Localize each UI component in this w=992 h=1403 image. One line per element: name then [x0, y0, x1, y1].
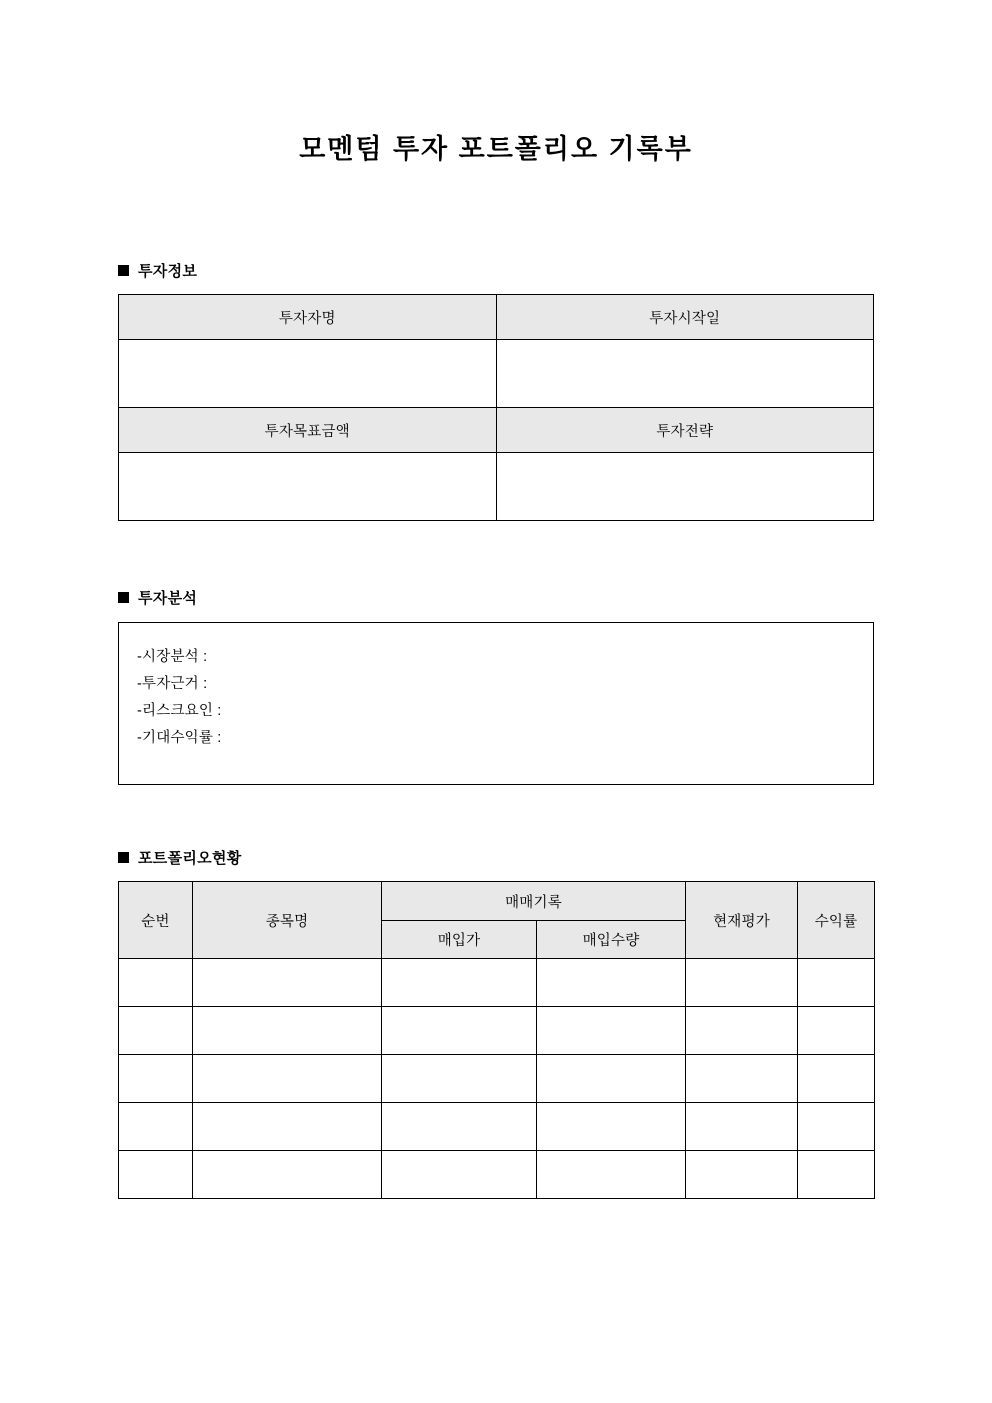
header-cell-trade-record-group: 매매기록: [382, 882, 686, 921]
cell-stock-name[interactable]: [193, 1151, 382, 1199]
table-row: [119, 959, 875, 1007]
cell-buy-price[interactable]: [382, 959, 537, 1007]
header-cell-return-rate: 수익률: [798, 882, 875, 959]
filled-square-icon: [118, 852, 129, 863]
cell-no[interactable]: [119, 1151, 193, 1199]
header-cell-target-amount: 투자목표금액: [119, 408, 497, 453]
investment-info-table: [118, 294, 874, 521]
cell-return-rate[interactable]: [798, 1151, 875, 1199]
table-row: [119, 1151, 875, 1199]
cell-no[interactable]: [119, 1103, 193, 1151]
cell-current-value[interactable]: [686, 1007, 798, 1055]
table-row: [119, 295, 874, 340]
cell-buy-price[interactable]: [382, 1007, 537, 1055]
cell-return-rate[interactable]: [798, 959, 875, 1007]
cell-buy-quantity[interactable]: [537, 959, 686, 1007]
input-cell-strategy[interactable]: [496, 453, 874, 521]
cell-no[interactable]: [119, 1055, 193, 1103]
cell-buy-quantity[interactable]: [537, 1103, 686, 1151]
cell-current-value[interactable]: [686, 1151, 798, 1199]
header-cell-buy-quantity: 매입수량: [537, 921, 686, 959]
cell-stock-name[interactable]: [193, 1007, 382, 1055]
cell-current-value[interactable]: [686, 1055, 798, 1103]
cell-buy-price[interactable]: [382, 1151, 537, 1199]
cell-current-value[interactable]: [686, 1103, 798, 1151]
portfolio-status-table: [118, 881, 875, 1199]
section-heading-label: 투자정보: [138, 263, 198, 281]
cell-buy-price[interactable]: [382, 1103, 537, 1151]
table-row: [119, 453, 874, 521]
section-heading-portfolio-status: [118, 847, 874, 868]
header-cell-start-date: 투자시작일: [496, 295, 874, 340]
cell-buy-quantity[interactable]: [537, 1151, 686, 1199]
analysis-line-rationale: -투자근거 :: [137, 676, 208, 693]
filled-square-icon: [118, 592, 129, 603]
page-title: 모멘텀 투자 포트폴리오 기록부: [299, 134, 693, 164]
table-header-row: [119, 882, 875, 921]
cell-return-rate[interactable]: [798, 1055, 875, 1103]
analysis-line-risk: -리스크요인 :: [137, 703, 222, 720]
header-cell-strategy: 투자전략: [496, 408, 874, 453]
table-row: [119, 340, 874, 408]
cell-stock-name[interactable]: [193, 959, 382, 1007]
cell-return-rate[interactable]: [798, 1103, 875, 1151]
section-heading-investment-info: [118, 260, 874, 281]
cell-current-value[interactable]: [686, 959, 798, 1007]
input-cell-investor-name[interactable]: [119, 340, 497, 408]
header-cell-buy-price: 매입가: [382, 921, 537, 959]
cell-buy-price[interactable]: [382, 1055, 537, 1103]
cell-stock-name[interactable]: [193, 1103, 382, 1151]
header-cell-current-value: 현재평가: [686, 882, 798, 959]
header-cell-no: 순번: [119, 882, 193, 959]
header-cell-stock-name: 종목명: [193, 882, 382, 959]
input-cell-target-amount[interactable]: [119, 453, 497, 521]
section-heading-label: 투자분석: [138, 590, 198, 608]
table-row: [119, 1103, 875, 1151]
header-cell-investor-name: 투자자명: [119, 295, 497, 340]
section-heading-investment-analysis: [118, 587, 874, 608]
cell-no[interactable]: [119, 959, 193, 1007]
table-row: [119, 1007, 875, 1055]
analysis-line-market: -시장분석 :: [137, 649, 208, 666]
cell-buy-quantity[interactable]: [537, 1055, 686, 1103]
investment-analysis-box[interactable]: [118, 622, 874, 785]
analysis-line-expected-return: -기대수익률 :: [137, 730, 222, 747]
section-heading-label: 포트폴리오현황: [138, 850, 242, 868]
filled-square-icon: [118, 265, 129, 276]
cell-buy-quantity[interactable]: [537, 1007, 686, 1055]
input-cell-start-date[interactable]: [496, 340, 874, 408]
cell-return-rate[interactable]: [798, 1007, 875, 1055]
cell-no[interactable]: [119, 1007, 193, 1055]
cell-stock-name[interactable]: [193, 1055, 382, 1103]
table-row: [119, 408, 874, 453]
table-row: [119, 1055, 875, 1103]
